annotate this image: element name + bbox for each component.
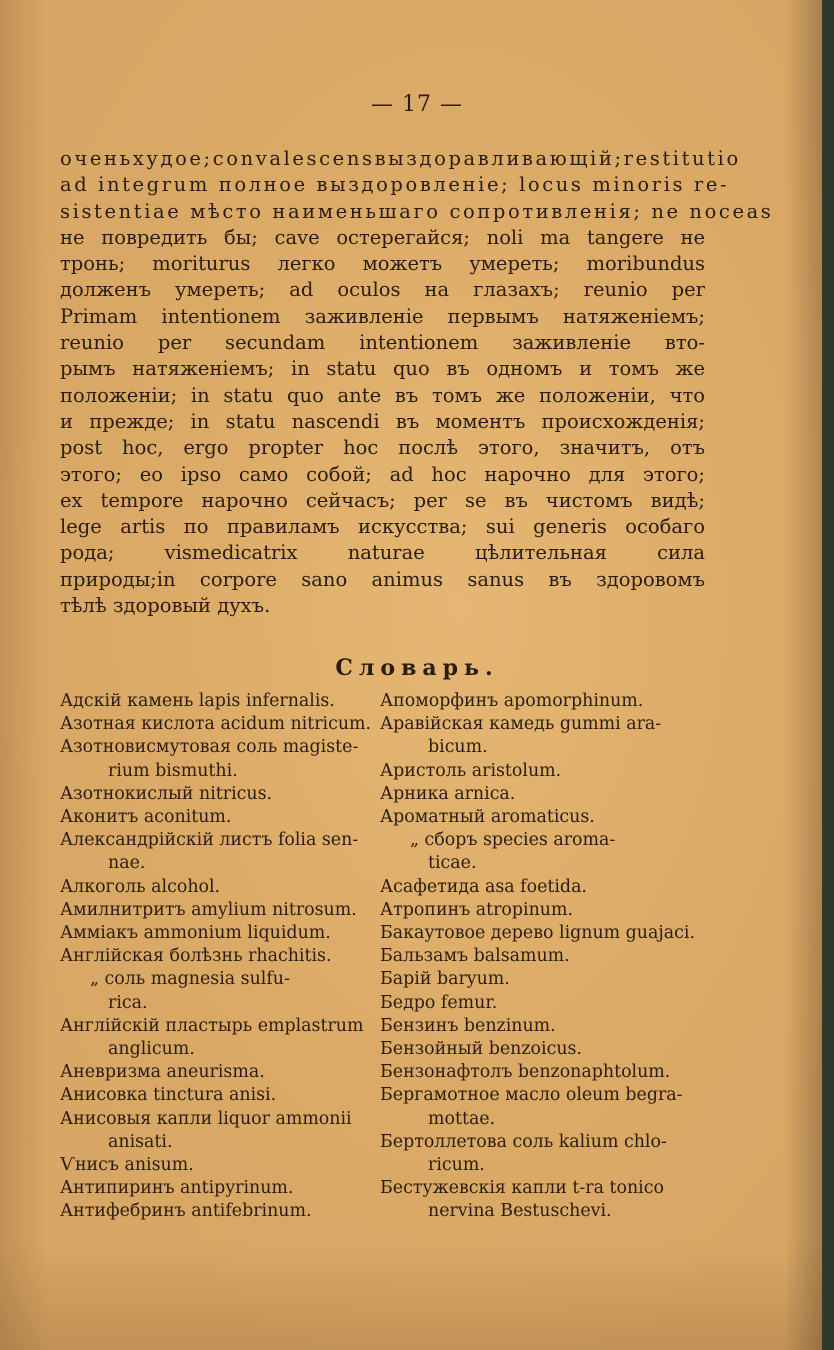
dictionary-entry: Бензонафтолъ benzonaphtolum.: [380, 1062, 671, 1083]
paragraph-line: и прежде; in statu nascendi въ моментъ происхожденія;: [60, 409, 705, 433]
dictionary-right-column: [380, 690, 702, 1224]
paragraph-line: тронь; moriturus легко можетъ умереть; moribundus: [60, 252, 705, 276]
paragraph-line: reunio per secundam intentionem заживленіе вто-: [60, 331, 705, 355]
paragraph-line: оченьхудое;convalescensвыздоравливающій;restitutio: [60, 147, 741, 170]
dictionary-entry: Анисовыя капли liquor ammonii: [60, 1108, 352, 1129]
dictionary-entry-continuation: rium bismuthi.: [108, 760, 238, 781]
paragraph-line: sistentiae мѣсто наименьшаго сопротивленія; ne noceas: [60, 199, 774, 223]
dictionary-entry-continuation: anisati.: [108, 1131, 173, 1152]
dictionary-entry-continuation: ticae.: [428, 853, 477, 874]
dictionary-entry: Ароматный aromaticus.: [380, 807, 595, 828]
dictionary-entry: Амилнитритъ amylium nitrosum.: [60, 899, 357, 920]
paragraph-line: рода; vismedicatrix naturae цѣлительная сила: [60, 541, 705, 565]
paragraph-line: post hoc, ergo propter hoc послѣ этого, значитъ, отъ: [60, 436, 705, 460]
dictionary-entry: Азотнокислый nitricus.: [60, 783, 273, 804]
paragraph-line: ex tempore нарочно сейчасъ; per se въ чистомъ видѣ;: [60, 488, 705, 512]
dictionary-entry-ditto: „ сборъ species aroma-: [410, 830, 616, 851]
dictionary-entry-continuation: mottae.: [428, 1108, 496, 1129]
dictionary-entry-continuation: nae.: [108, 853, 146, 874]
paragraph-line: этого; eo ipso само собой; ad hoc нарочно для этого;: [60, 462, 705, 486]
dictionary-entry: Бальзамъ balsamum.: [380, 946, 570, 967]
dictionary-entry: Барій baryum.: [380, 969, 510, 990]
dictionary-entry: Бертоллетова соль kalium chlo-: [380, 1131, 667, 1152]
paragraph-line: не повредить бы; cave остерегайся; noli ma tangere не: [60, 225, 705, 249]
dictionary-entry: Бакаутовое дерево lignum guajaci.: [380, 923, 695, 944]
dictionary-entry-continuation: bicum.: [428, 737, 488, 758]
dictionary-entry: Бензойный benzoicus.: [380, 1039, 582, 1060]
dictionary-entry: Азотновисмутовая соль magiste-: [60, 737, 359, 758]
body-paragraph: [60, 146, 774, 619]
dictionary-entry-continuation: anglicum.: [108, 1039, 195, 1060]
dictionary-entry: Бедро femur.: [380, 992, 498, 1013]
dictionary-left-column: [60, 690, 378, 1224]
paragraph-line: Primam intentionem заживленіе первымъ натяженіемъ;: [60, 304, 705, 328]
dictionary-entry: Бергамотное масло oleum begra-: [380, 1085, 683, 1106]
page-number: — 17 —: [371, 92, 463, 117]
paragraph-line: ad integrum полное выздоровленіе; locus minoris re-: [60, 173, 730, 197]
dictionary-entry: Антифебринъ antifebrinum.: [60, 1201, 312, 1222]
dictionary-entry: Антипиринъ antipyrinum.: [60, 1178, 294, 1199]
dictionary-entry: Англійскій пластырь emplastrum: [60, 1015, 364, 1036]
dictionary-entry: Бензинъ benzinum.: [380, 1015, 556, 1036]
dictionary-entry: Александрійскій листъ folia sen-: [60, 830, 359, 851]
dictionary-entry: Апоморфинъ apomorphinum.: [380, 691, 644, 711]
dictionary-entry: Адскій камень lapis infernalis.: [60, 691, 335, 711]
paragraph-line: долженъ умереть; ad oculos на глазахъ; reunio per: [60, 278, 705, 302]
paragraph-line: положеніи; in statu quo ante въ томъ же положеніи, что: [60, 383, 705, 407]
dictionary-entry-continuation: nervina Bestuschevi.: [428, 1201, 612, 1222]
dictionary-entry: Англійская болѣзнь rhachitis.: [60, 946, 332, 967]
dictionary-entry: Аневризма aneurisma.: [60, 1062, 265, 1083]
dictionary-entry: Алкоголь alcohol.: [60, 876, 221, 897]
dictionary-entry: Аристоль aristolum.: [380, 760, 562, 781]
paragraph-line: тѣлѣ здоровый духъ.: [60, 594, 271, 618]
dictionary-entry: Ѵнисъ anisum.: [60, 1155, 194, 1176]
dictionary-entry: Асафетида asa foetida.: [380, 876, 587, 897]
dictionary-entry: Анисовка tinctura anisi.: [60, 1085, 277, 1106]
paragraph-line: природы;in corpore sano animus sanus въ здоровомъ: [60, 567, 705, 591]
dictionary-entry: Аконитъ aconitum.: [60, 807, 232, 828]
dictionary-entry: Атропинъ atropinum.: [380, 899, 574, 920]
dictionary-title: Словарь.: [335, 655, 499, 681]
dictionary-entry: Бестужевскія капли t-ra tonico: [380, 1178, 664, 1199]
paragraph-line: рымъ натяженіемъ; in statu quo въ одномъ и томъ же: [60, 357, 705, 381]
dictionary-entry: Арника arnica.: [380, 783, 516, 804]
dictionary-entry: Азотная кислота acidum nitricum.: [60, 714, 372, 735]
dictionary-entry: Аммiакъ ammonium liquidum.: [60, 923, 331, 944]
dictionary-entry-ditto: „ соль magnesia sulfu-: [90, 969, 290, 990]
dictionary-entry: Аравійская камедь gummi ara-: [380, 714, 662, 735]
dictionary-entry-continuation: ricum.: [428, 1155, 485, 1176]
paragraph-line: lege artis по правиламъ искусства; sui generis особаго: [60, 515, 705, 539]
dictionary-entry-continuation: rica.: [108, 992, 148, 1013]
